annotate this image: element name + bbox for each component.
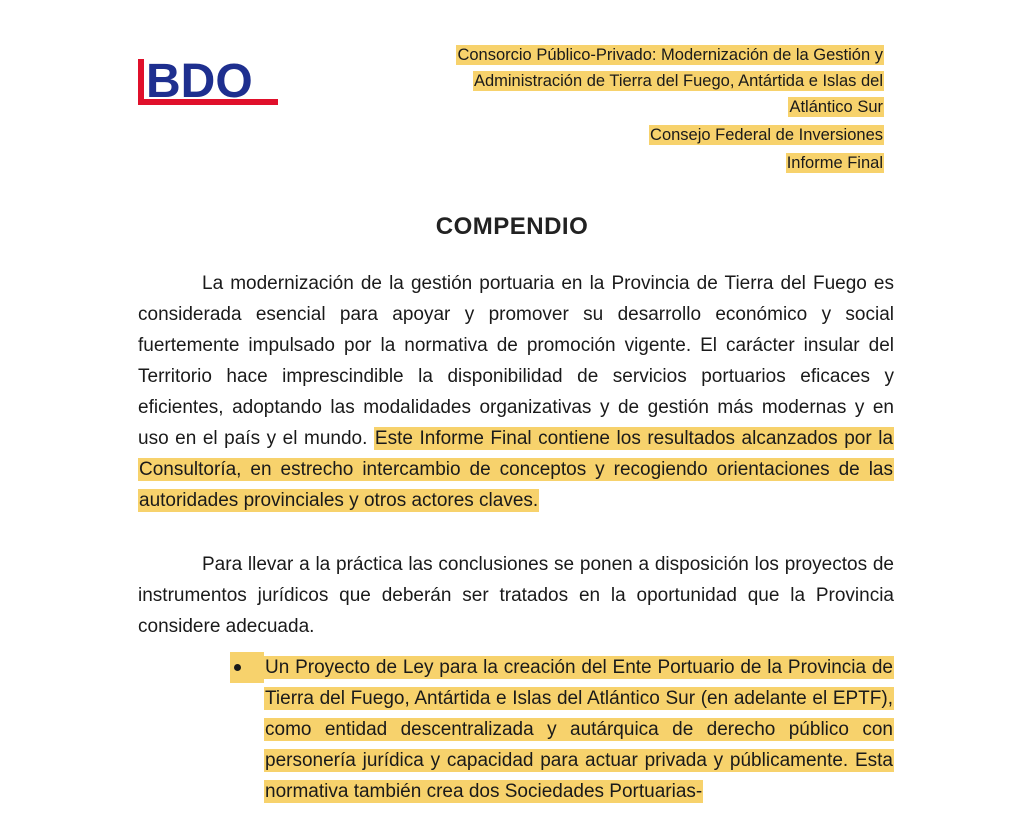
- header-line-2: Administración de Tierra del Fuego, Antártida e Islas del: [473, 72, 883, 90]
- paragraph-1-highlight: Este Informe Final contiene los resultados alcanzados por la Consultoría, en estrecho intercambio de conceptos y recogiendo orientaciones de las autoridades provinciales y otros actores claves.: [139, 428, 894, 511]
- document-header: [414, 42, 884, 176]
- bdo-logo-mark: [138, 55, 278, 111]
- bullet-text: Un Proyecto de Ley para la creación del Ente Portuario de la Provincia de Tierra del Fuego, Antártida e Islas del Atlántico Sur (en adelante el EPTF), como entidad descentralizada y autárquica de derecho público con personería jurídica y capacidad para actuar privada y públicamente. Esta normativa también crea dos Sociedades Portuarias-: [265, 657, 893, 802]
- bullet-icon: [234, 664, 241, 671]
- list-item: [230, 652, 894, 807]
- paragraph-1: [138, 268, 894, 516]
- page-title: COMPENDIO: [435, 213, 589, 240]
- logo-red-bar: [138, 59, 144, 105]
- paragraph-1-text: La modernización de la gestión portuaria en la Provincia de Tierra del Fuego es considerada esencial para apoyar y promover su desarrollo económico y social fuertemente impulsado por la normativa de promoción vigente. El carácter insular del Territorio hace imprescindible la disponibilidad de servicios portuarios eficaces y eficientes, adoptando las modalidades organizativas y de gestión más modernas y en uso en el país y el mundo.: [138, 273, 894, 449]
- header-line-5: Informe Final: [786, 154, 883, 172]
- logo-text: BDO: [146, 55, 253, 108]
- header-line-1: Consorcio Público-Privado: Modernización de la Gestión y: [457, 46, 883, 64]
- paragraph-2: Para llevar a la práctica las conclusiones se ponen a disposición los proyectos de instrumentos jurídicos que deberán ser tratados en la oportunidad que la Provincia considere adecuada.: [138, 554, 894, 637]
- bullet-list: [230, 652, 894, 807]
- header-line-4: Consejo Federal de Inversiones: [650, 126, 883, 144]
- bdo-logo: [138, 55, 278, 111]
- header-line-3: Atlántico Sur: [789, 98, 883, 116]
